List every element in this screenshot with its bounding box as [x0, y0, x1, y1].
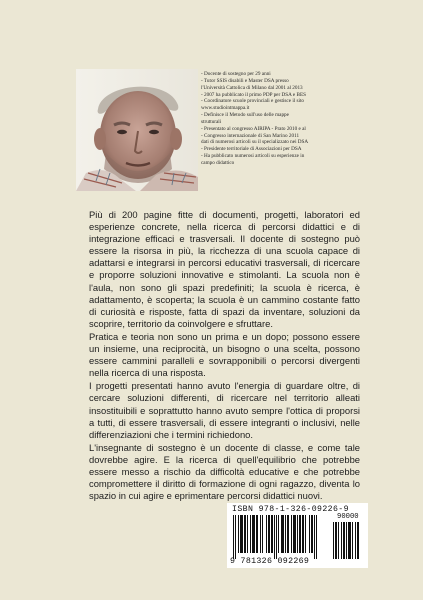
- barcode-digits: 9 781326 092269: [230, 557, 310, 566]
- barcode-bar: [291, 515, 292, 553]
- bio-item: campo didattico: [201, 159, 235, 166]
- barcode-bar: [305, 515, 306, 553]
- barcode-bar: [338, 522, 339, 559]
- barcode-bar: [299, 515, 301, 553]
- barcode-bar: [252, 515, 255, 553]
- barcode-bar: [316, 515, 317, 559]
- barcode-bar: [233, 515, 234, 559]
- barcode-bar: [297, 515, 298, 553]
- barcode-bar: [266, 515, 267, 553]
- bio-item: - Presentato al congresso AIRIPA - Prato 2010 e al: [201, 125, 306, 132]
- description-paragraph: L'insegnante di sostegno è un docente di classe, e come tale dovrebbe agire. E la ricerca di quell'equilibrio che potrebbe essere messo a rischio da difficoltà educative e che potrebbe compromettere il diritto di formazione di ogni ragazzo, diventa lo spazio in cui agire e eprimentare percorsi didattici nuovi.: [89, 441, 360, 502]
- barcode-bar: [346, 522, 347, 559]
- price-addon-bars: [333, 522, 363, 559]
- barcode-bar: [278, 515, 279, 553]
- bio-item: strutturali: [201, 118, 222, 125]
- barcode-bar: [250, 515, 251, 553]
- isbn-label: ISBN 978-1-326-09226-9: [232, 505, 349, 514]
- bio-item: - Coordinatore scuole provinciali e gestisce il sito: [201, 98, 305, 105]
- barcode-bar: [348, 522, 351, 559]
- bio-item: - Tutor SSIS disabili e Master DSA presso: [201, 77, 289, 84]
- barcode-bar: [271, 515, 273, 553]
- barcode-bar: [333, 522, 334, 559]
- bio-item: l'Università Cattolica di Milano dal 2001 al 2013: [201, 84, 303, 91]
- description-paragraph: I progetti presentati hanno avuto l'energia di guardare oltre, di cercare soluzioni differenti, di ricercare nel territorio alleati insostituibili e soprattutto hanno avuto sempre l'ottica di proporsi a tutti, di essere trasversali, di essere integranti o inclusivi, nelle differenziazioni che i termini richiedono.: [89, 380, 360, 440]
- barcode-bar: [309, 515, 310, 553]
- barcode-bar: [352, 522, 353, 559]
- bio-item: - Ha pubblicato numerosi articoli su esperienze in: [201, 153, 305, 160]
- barcode-bar: [285, 515, 286, 553]
- author-photo: [76, 69, 198, 191]
- barcode-bar: [355, 522, 356, 559]
- bio-item: - Congresso internazionale di San Marino 2011: [201, 132, 300, 139]
- barcode-bar: [260, 515, 261, 553]
- barcode-bar: [314, 515, 315, 559]
- barcode-bar: [287, 515, 289, 553]
- bio-item: - Docente di sostegno per 29 anni: [201, 71, 271, 77]
- bio-item: www.studiointmappa.it: [201, 105, 250, 112]
- barcode-bar: [235, 515, 236, 559]
- description-paragraph: Pratica e teoria non sono un prima e un dopo; possono essere un insieme, una reciprocità, un bisogno o una scelta, possono essere cammini paralleli e sovrapponibili o percorsi divergenti nella ricerca di una risposta.: [89, 330, 360, 379]
- barcode-bar: [281, 515, 284, 553]
- bio-item: - Presidente territoriale di Associazioni per DSA: [201, 146, 302, 153]
- barcode-bar: [357, 522, 359, 559]
- bio-item: - Definisce il Metodo sull'uso delle mappe: [201, 112, 289, 119]
- barcode-bar: [262, 515, 263, 553]
- barcode-bar: [343, 522, 345, 559]
- barcode-bar: [240, 515, 243, 553]
- barcode-bar: [268, 515, 270, 553]
- bio-item: - 2007 ha pubblicato il primo PDP per DSA e BES: [201, 91, 306, 98]
- barcode-bar: [302, 515, 304, 553]
- bio-item: dati di numerosi articoli su il specializzato nei DSA: [201, 139, 309, 146]
- ean-barcode-bars: [233, 515, 331, 559]
- barcode-bar: [244, 515, 246, 553]
- barcode-bar: [335, 522, 337, 559]
- barcode-bar: [311, 515, 313, 553]
- back-cover-description: [89, 209, 360, 502]
- barcode-bar: [238, 515, 239, 553]
- barcode-bar: [256, 515, 258, 553]
- barcode-bar: [293, 515, 296, 553]
- barcode-bar: [274, 515, 275, 559]
- barcode-bar: [247, 515, 248, 553]
- author-bio-list: [201, 71, 361, 167]
- isbn-barcode: [227, 503, 368, 568]
- barcode-bar: [341, 522, 342, 559]
- barcode-bar: [276, 515, 277, 559]
- description-paragraph: Più di 200 pagine fitte di documenti, progetti, laboratori ed esperienze concrete, nella ricerca di percorsi didattici e di integrazione efficaci e trasversali. Il docente di sostegno può essere la risorsa in più, la ricchezza di una scuola capace di adattarsi e integrarsi in percorsi educativi trasversali, di ricercare e proporre soluzioni innovative e stimolanti. La scuola non è l'aula, non sono gli spazi predefiniti; la scuola è ricerca, è adattamento, è scoperta; la scuola è un cammino costante fatto di curiosità e risposte, fatta di spazi da inventare, soluzioni da scoprire, territorio da coinvolgere e sfruttare.: [89, 209, 360, 329]
- price-code: 90000: [337, 513, 359, 521]
